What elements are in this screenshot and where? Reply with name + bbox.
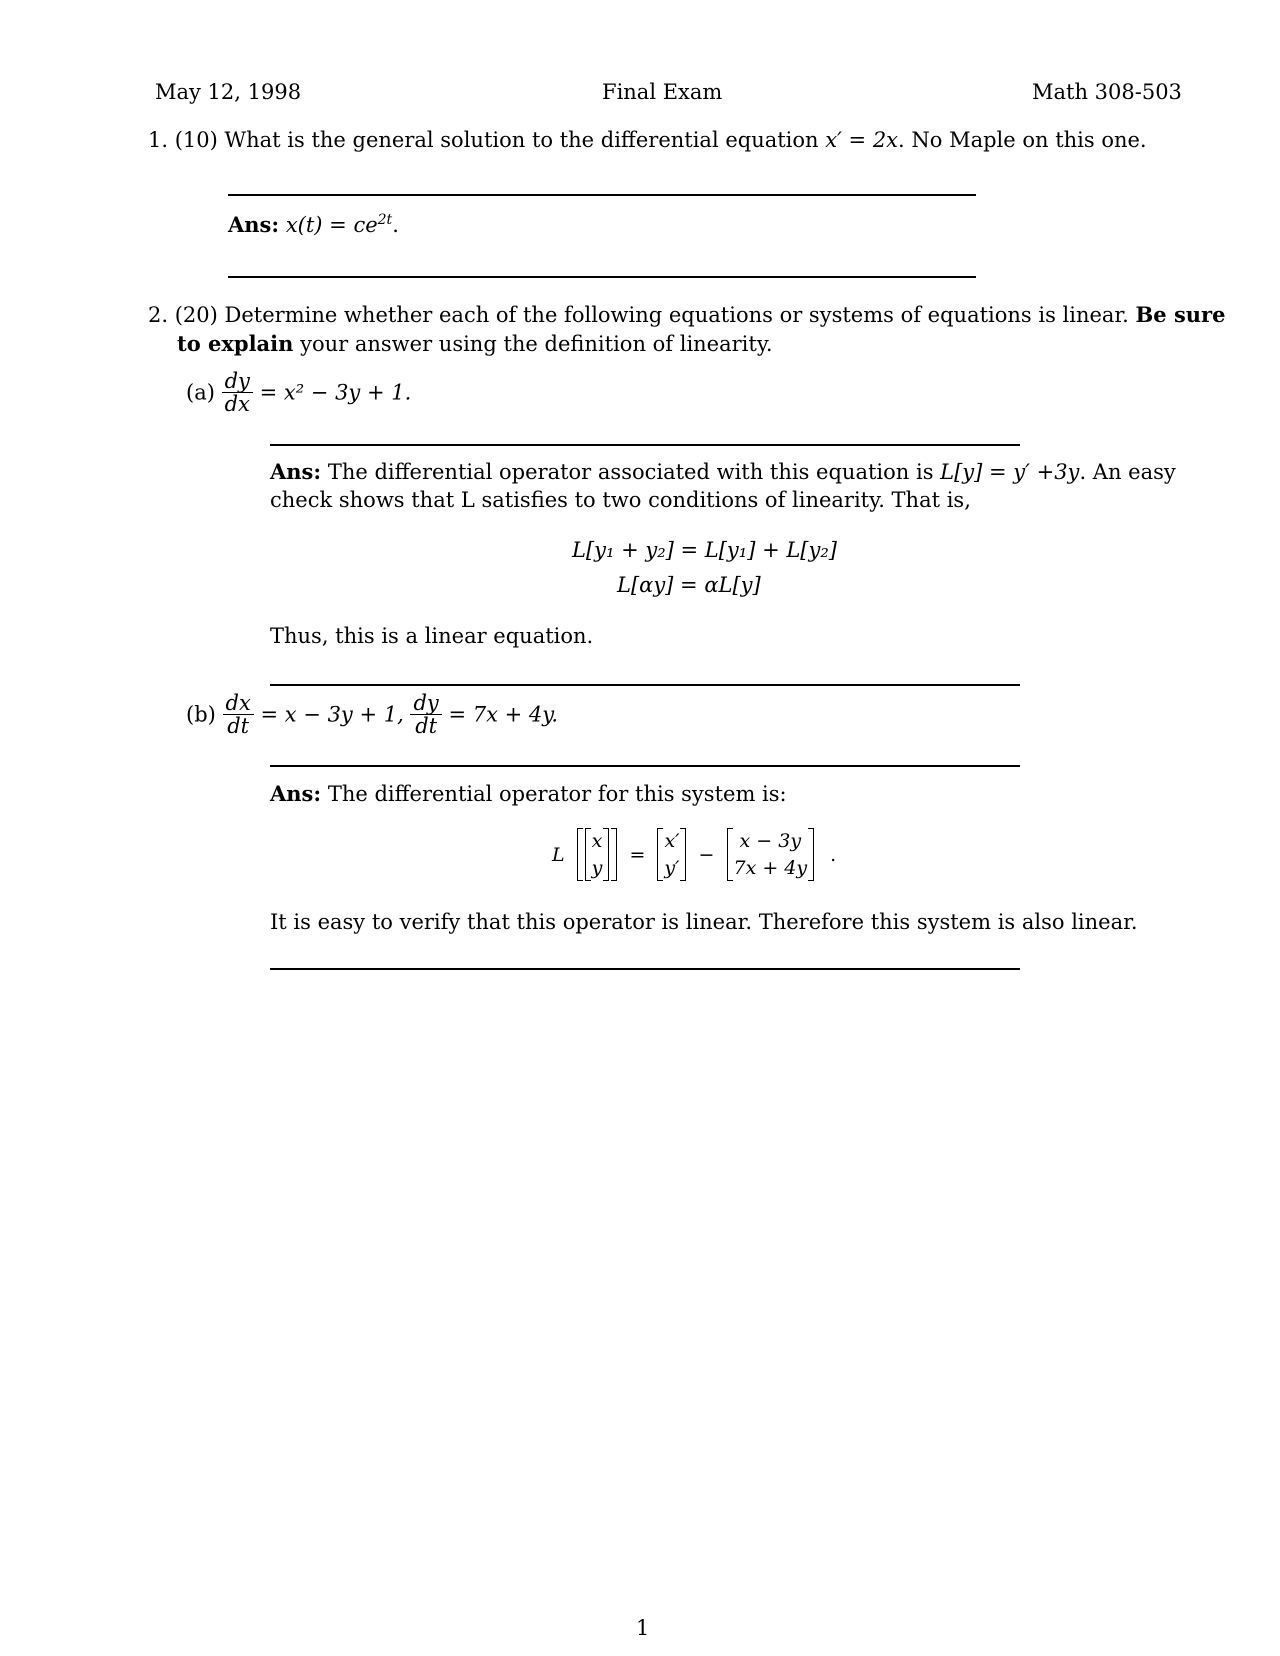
q2b-fraction-1 [223, 692, 254, 737]
q2b-vector-rhs [727, 828, 815, 881]
q2a-answer-line2: check shows that L satisfies to two conditions of linearity. That is, [270, 488, 971, 512]
q1-label: 1. [148, 128, 169, 152]
q2b-rhs-2: = 7x + 4y. [448, 702, 559, 727]
q2b-equals: = [629, 843, 646, 866]
q2a-answer-label: Ans: [270, 459, 322, 484]
q2-text-line2: your answer using the definition of linearity. [300, 332, 773, 356]
q2b-f2-num: dy [413, 691, 439, 715]
q2b-conclusion: It is easy to verify that this operator is linear. Therefore this system is also linear. [270, 910, 1138, 934]
q2a-operator: L[y] = y′ +3y [940, 460, 1080, 484]
divider [270, 968, 1020, 970]
q1-text-end: . No Maple on this one. [898, 128, 1147, 152]
q2-points: (20) [174, 303, 218, 327]
divider [228, 194, 976, 196]
q2a-rhs: = x² − 3y + 1. [259, 380, 412, 405]
divider [270, 444, 1020, 446]
q1-text: What is the general solution to the differential equation [224, 128, 819, 152]
q2b-vec1-bot: y [591, 856, 603, 879]
q2b-operator-matrix [552, 828, 836, 881]
q1-answer-label: Ans: [228, 212, 280, 237]
q2b-vec2-bot: y′ [664, 856, 680, 879]
q2a-label: (a) [186, 380, 215, 405]
q2a-fraction [222, 370, 253, 415]
question-2 [148, 302, 1226, 327]
q1-equation: x′ = 2x [825, 128, 899, 152]
header-date: May 12, 1998 [155, 80, 302, 104]
q2a-frac-num: dy [224, 369, 250, 393]
q2b-answer [270, 781, 787, 806]
header-course: Math 308-503 [1032, 80, 1182, 104]
q2b-operator-L: L [552, 843, 565, 866]
q1-answer-end: . [392, 213, 399, 237]
q2b-rhs-1: = x − 3y + 1, [260, 702, 404, 727]
divider [270, 684, 1020, 686]
q2a-frac-den: dx [222, 392, 253, 415]
q1-points: (10) [174, 128, 218, 152]
q2b-f1-num: dx [225, 691, 251, 715]
q2a-answer-line1 [270, 459, 1176, 484]
q2b-answer-text: The differential operator for this system is: [327, 782, 787, 806]
question-1 [148, 128, 1147, 152]
q2a-linearity-eq1: L[y₁ + y₂] = L[y₁] + L[y₂] [572, 538, 837, 562]
q1-answer-exponent: 2t [377, 212, 393, 228]
q2-emphasis-1: Be sure [1135, 302, 1226, 327]
q2b-fraction-2 [410, 692, 441, 737]
q2b-vector-derivative [657, 828, 686, 881]
q2b-vec1-top: x [591, 830, 603, 852]
q2b-outer-bracket [577, 828, 618, 881]
q2-line2 [177, 331, 773, 356]
q2b-f1-den: dt [223, 714, 254, 737]
q2-label: 2. [148, 303, 169, 327]
q2b-label: (b) [186, 702, 216, 727]
q2a-conclusion: Thus, this is a linear equation. [270, 624, 594, 648]
q2b-f2-den: dt [410, 714, 441, 737]
q2b-vec2-top: x′ [664, 830, 680, 852]
q1-answer-lhs: x(t) = ce [285, 213, 378, 237]
q2b-equation [186, 692, 558, 737]
q2a-answer-text: The differential operator associated with this equation is [327, 460, 934, 484]
q2a-equation [186, 370, 411, 415]
q2b-period: . [830, 843, 837, 866]
q2-emphasis-2: to explain [177, 331, 294, 356]
q2b-vec3-bot: 7x + 4y [733, 856, 808, 879]
q2a-answer-text-end: . An easy [1079, 460, 1176, 484]
divider [228, 276, 976, 278]
q2b-vector-xy [585, 828, 610, 881]
divider [270, 765, 1020, 767]
q2a-linearity-eq2: L[αy] = αL[y] [617, 573, 761, 597]
q1-answer [228, 212, 399, 237]
q2b-minus: − [698, 843, 715, 866]
header-title: Final Exam [602, 80, 723, 104]
q2b-vec3-top: x − 3y [739, 830, 802, 852]
q2-text-line1: Determine whether each of the following equations or systems of equations is linear. [224, 303, 1129, 327]
q2b-answer-label: Ans: [270, 781, 322, 806]
page-number: 1 [636, 1616, 650, 1640]
